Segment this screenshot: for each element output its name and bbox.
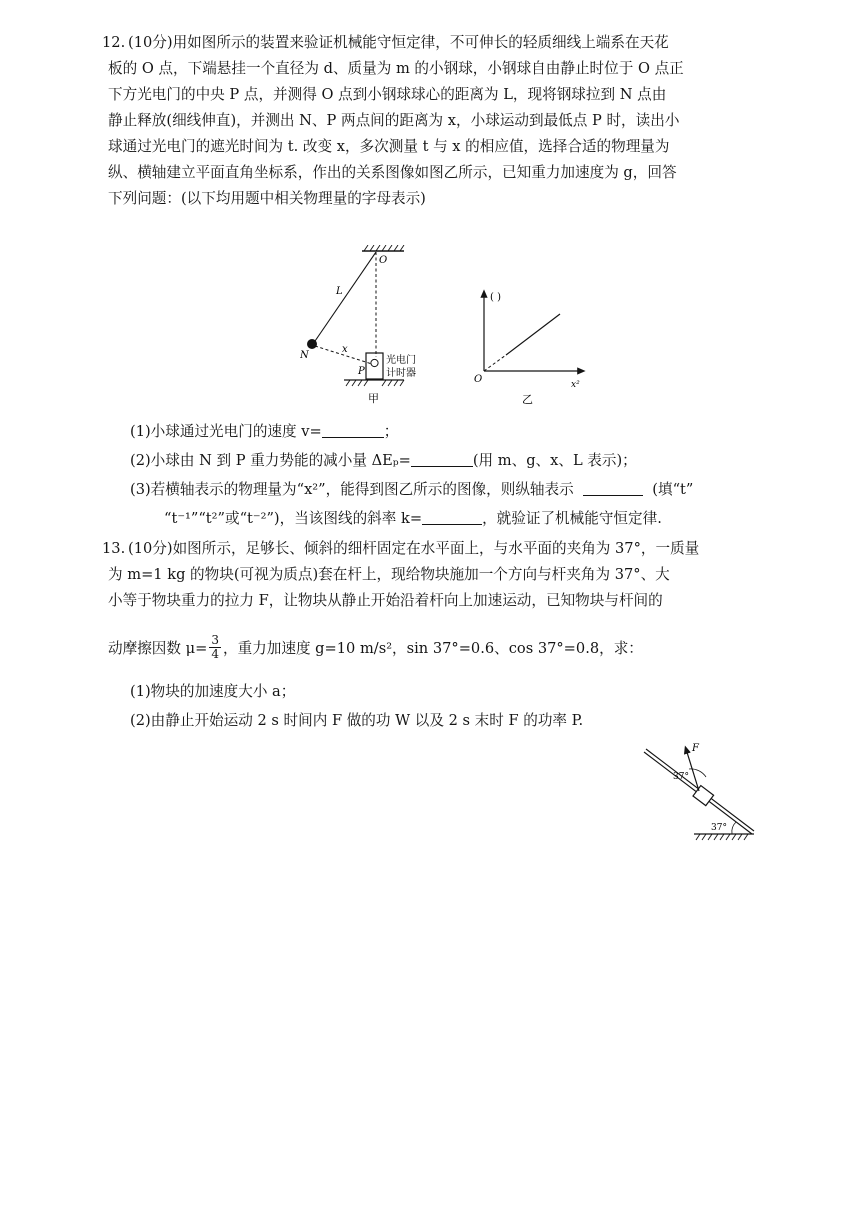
q12-sub3-line2: “t⁻¹”“t²”或“t⁻²”)，当该图线的斜率 k= ，就验证了机械能守恒定律. <box>164 510 662 527</box>
question-12-score: (10分) <box>128 34 173 51</box>
label-O: O <box>379 255 388 266</box>
q12-sub1: (1)小球通过光电门的速度 v= ； <box>130 423 399 440</box>
question-13-number: 13. <box>102 540 126 557</box>
q13-line1: 如图所示，足够长、倾斜的细杆固定在水平面上，与水平面的夹角为 37°，一质量 <box>172 540 700 557</box>
label-L: L <box>336 286 343 297</box>
y-axis-label: ( ) <box>490 292 501 303</box>
question-12 <box>102 30 768 212</box>
label-P: P <box>358 366 365 377</box>
figure-incline-rod <box>640 735 770 845</box>
answer-blank-y-axis[interactable] <box>583 481 643 496</box>
q12-line6: 纵、横轴建立平面直角坐标系，作出的关系图像如图乙所示，已知重力加速度为 g，回答 <box>108 164 677 181</box>
graph-line <box>506 314 560 355</box>
q12-line1: 用如图所示的装置来验证机械能守恒定律，不可伸长的轻质细线上端系在天花 <box>172 34 669 51</box>
question-12-number: 12. <box>102 34 126 51</box>
figure-jia-pendulum <box>300 245 440 410</box>
q13-sub1: (1)物块的加速度大小 a； <box>130 683 296 700</box>
photogate-label-1: 光电门 <box>386 355 416 366</box>
force-label-F: F <box>692 743 699 754</box>
q12-sub3-line1: (3)若横轴表示的物理量为“x²”，能得到图乙所示的图像，则纵轴表示 (填“t” <box>130 481 694 498</box>
q13-line4: 动摩擦因数 μ= $\frac{3}{4}$ ，重力加速度 g=10 m/s²，sin 37°=0.6、cos 37°=0.8，求： <box>108 633 643 661</box>
answer-blank-slope[interactable] <box>422 510 482 525</box>
graph-origin: O <box>474 374 483 385</box>
question-13 <box>102 536 768 614</box>
angle-label-top: 37° <box>673 772 689 782</box>
q12-sub2: (2)小球由 N 到 P 重力势能的减小量 ΔEₚ= (用 m、g、x、L 表示)； <box>130 452 637 469</box>
figure-jia-caption: 甲 <box>368 392 379 405</box>
q12-line2: 板的 O 点，下端悬挂一个直径为 d、质量为 m 的小钢球，小钢球自由静止时位于 O 点正 <box>108 60 684 77</box>
q12-line5: 球通过光电门的遮光时间为 t. 改变 x，多次测量 t 与 x 的相应值，选择合适的物理量为 <box>108 138 670 155</box>
q12-line3: 下方光电门的中央 P 点，并测得 O 点到小钢球球心的距离为 L，现将钢球拉到 N 点由 <box>108 86 667 103</box>
answer-blank-delta-ep[interactable] <box>411 452 473 467</box>
question-13-score: (10分) <box>128 540 173 557</box>
q13-sub2: (2)由静止开始运动 2 s 时间内 F 做的功 W 以及 2 s 末时 F 的功率 P. <box>130 712 584 729</box>
q13-line3: 小等于物块重力的拉力 F，让物块从静止开始沿着杆向上加速运动，已知物块与杆间的 <box>108 592 663 609</box>
q12-line7: 下列问题：(以下均用题中相关物理量的字母表示) <box>108 190 426 207</box>
q12-line4: 静止释放(细线伸直)，并测出 N、P 两点间的距离为 x，小球运动到最低点 P 时，读出小 <box>108 112 680 129</box>
answer-blank-v[interactable] <box>322 423 384 438</box>
x-axis-label: x² <box>571 380 580 390</box>
figure-yi-caption: 乙 <box>522 393 533 406</box>
mu-fraction: $\frac{3}{4}$ <box>211 633 219 661</box>
photogate-label-2: 计时器 <box>386 368 416 379</box>
angle-label-bottom: 37° <box>711 823 727 833</box>
figure-yi-graph <box>470 285 590 410</box>
q13-line2: 为 m=1 kg 的物块(可视为质点)套在杆上，现给物块施加一个方向与杆夹角为 37°、大 <box>108 566 670 583</box>
label-x: x <box>342 344 348 355</box>
graph-dashed-extension <box>484 355 506 371</box>
label-N: N <box>300 350 309 361</box>
